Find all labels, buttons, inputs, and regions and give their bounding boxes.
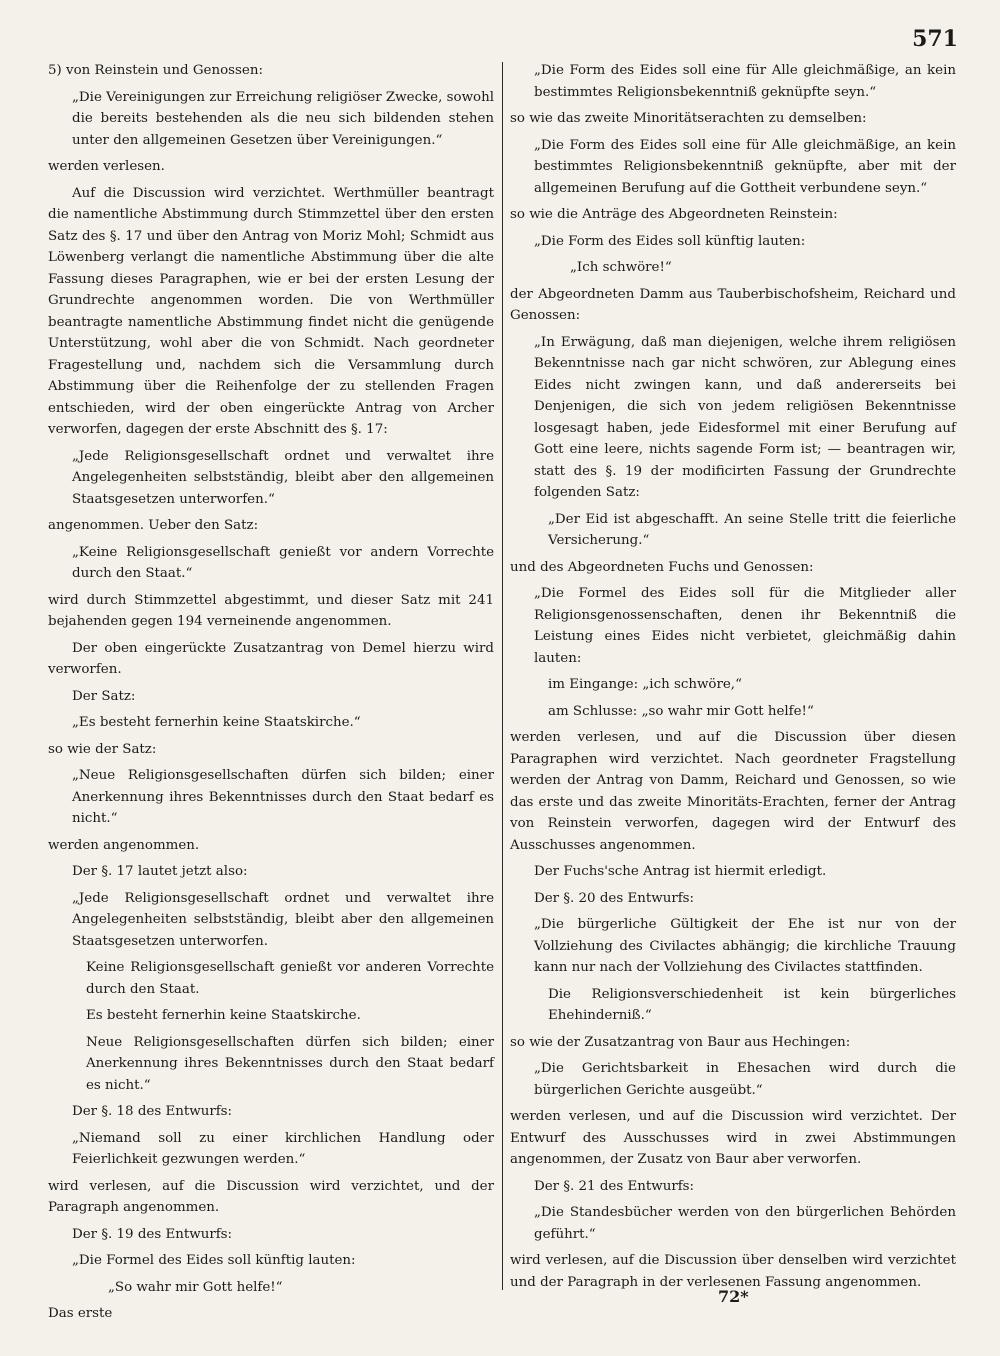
paragraph: so wie der Zusatzantrag von Baur aus Hechingen: [510, 1034, 851, 1050]
paragraph: und des Abgeordneten Fuchs und Genossen: [510, 559, 814, 575]
signature-mark: 72* [718, 1287, 749, 1306]
paragraph: werden angenommen. [48, 837, 200, 853]
paragraph: am Schlusse: „so wahr mir Gott helfe!“ [548, 703, 814, 719]
paragraph: „Die Vereinigungen zur Erreichung religiöser Zwecke, sowohl die bereits bestehenden als die neu sich bildenden stehen unter den allgemeinen Gesetzen über Vereinigungen.“ [72, 89, 494, 148]
paragraph: Das erste [48, 1306, 113, 1321]
column-divider [502, 62, 503, 1290]
paragraph: 5) von Reinstein und Genossen: [48, 63, 263, 78]
paragraph: „Die Gerichtsbarkeit in Ehesachen wird durch die bürgerlichen Gerichte ausgeübt.“ [534, 1061, 956, 1098]
page-number: 571 [912, 26, 958, 52]
paragraph: Die Religionsverschiedenheit ist kein bürgerliches Ehehinderniß.“ [548, 986, 956, 1023]
paragraph: so wie das zweite Minoritätserachten zu demselben: [510, 111, 867, 126]
paragraph: Der §. 20 des Entwurfs: [534, 890, 695, 906]
paragraph: Neue Religionsgesellschaften dürfen sich bilden; einer Anerkennung ihres Bekenntnisses durch den Staat bedarf es nicht.“ [86, 1034, 494, 1093]
paragraph: „Es besteht fernerhin keine Staatskirche.“ [72, 715, 361, 730]
paragraph: „Die Formel des Eides soll künftig lauten: [72, 1253, 356, 1268]
paragraph: „In Erwägung, daß man diejenigen, welche ihrem religiösen Bekenntnisse nach gar nicht schwören, zur Ablegung eines Eides nicht zwingen kann, und daß andererseits bei Denjenigen, die sich von jedem religiösen Bekenntnisse losgesagt haben, jede Eidesformel mit einer Berufung auf Gott eine leere, nichts sagende Form ist; — beantragen wir, statt des §. 19 der modificirten Fassung der Grundrechte folgenden Satz: [534, 334, 956, 500]
paragraph: „Jede Religionsgesellschaft ordnet und verwaltet ihre Angelegenheiten selbstständig, bleibt aber den allgemeinen Staatsgesetzen unterworfen. [72, 890, 494, 949]
paragraph: Der Satz: [72, 688, 136, 704]
paragraph: „Jede Religionsgesellschaft ordnet und verwaltet ihre Angelegenheiten selbstständig, bleibt aber den allgemeinen Staatsgesetzen unterworfen.“ [72, 448, 494, 507]
paragraph: Der Fuchs'sche Antrag ist hiermit erledigt. [534, 864, 827, 879]
right-column [510, 60, 956, 1298]
paragraph: wird verlesen, auf die Discussion wird verzichtet, und der Paragraph angenommen. [48, 1178, 494, 1215]
paragraph: Der §. 19 des Entwurfs: [72, 1226, 233, 1242]
paragraph: Auf die Discussion wird verzichtet. Werthmüller beantragt die namentliche Abstimmung durch Stimmzettel über den ersten Satz des §. 17 und über den Antrag von Moriz Mohl; Schmidt aus Löwenberg verlangt die namentliche Abstimmung über die alte Fassung dieses Paragraphen, wie er bei der ersten Lesung der Grundrechte angenommen worden. Die von Werthmüller beantragte namentliche Abstimmung findet nicht die genügende Unterstützung, wohl aber die von Schmidt. Nach geordneter Fragestellung und, nachdem sich die Versammlung durch Abstimmung über die Reihenfolge der zu stellenden Fragen entschieden, wird der oben eingerückte Antrag von Archer verworfen, dagegen der erste Abschnitt des §. 17: [48, 185, 494, 437]
paragraph: Der §. 21 des Entwurfs: [534, 1178, 695, 1194]
paragraph: werden verlesen, und auf die Discussion über diesen Paragraphen wird verzichtet. Nach geordneter Fragstellung werden der Antrag von Damm, Reichard und Genossen, so wie das erste und das zweite Minoritäts-Erachten, ferner der Antrag von Reinstein verworfen, dagegen wird der Entwurf des Ausschusses angenommen. [510, 730, 956, 853]
paragraph: „Die Formel des Eides soll für die Mitglieder aller Religionsgenossenschaften, denen ihr Bekenntniß die Leistung eines Eides nicht verbietet, gleichmäßig dahin lauten: [534, 586, 956, 666]
paragraph: der Abgeordneten Damm aus Tauberbischofsheim, Reichard und Genossen: [510, 286, 956, 323]
paragraph: im Eingange: „ich schwöre,“ [548, 677, 742, 692]
paragraph: „Keine Religionsgesellschaft genießt vor andern Vorrechte durch den Staat.“ [72, 544, 494, 581]
paragraph: angenommen. Ueber den Satz: [48, 518, 259, 533]
paragraph: „Die Standesbücher werden von den bürgerlichen Behörden geführt.“ [534, 1205, 956, 1242]
left-column [48, 60, 494, 1330]
paragraph: werden verlesen. [48, 159, 165, 174]
paragraph: „Ich schwöre!“ [570, 260, 672, 275]
paragraph: Der §. 18 des Entwurfs: [72, 1104, 233, 1119]
paragraph: „Die Form des Eides soll eine für Alle gleichmäßige, an kein bestimmtes Religionsbekenntniß geknüpfte seyn.“ [534, 63, 956, 100]
paragraph: wird verlesen, auf die Discussion über denselben wird verzichtet und der Paragraph in der verlesenen Fassung angenommen. [510, 1253, 956, 1290]
paragraph: „Die Form des Eides soll künftig lauten: [534, 233, 806, 249]
paragraph: werden verlesen, und auf die Discussion wird verzichtet. Der Entwurf des Ausschusses wird in zwei Abstimmungen angenommen, der Zusatz von Baur aber verworfen. [510, 1109, 956, 1167]
paragraph: so wie der Satz: [48, 741, 157, 757]
paragraph: „Neue Religionsgesellschaften dürfen sich bilden; einer Anerkennung ihres Bekenntnisses durch den Staat bedarf es nicht.“ [72, 768, 494, 826]
paragraph: Es besteht fernerhin keine Staatskirche. [86, 1008, 361, 1023]
paragraph: „Der Eid ist abgeschafft. An seine Stelle tritt die feierliche Versicherung.“ [548, 511, 956, 548]
paragraph: „So wahr mir Gott helfe!“ [108, 1279, 283, 1295]
paragraph: wird durch Stimmzettel abgestimmt, und dieser Satz mit 241 bejahenden gegen 194 verneinende angenommen. [48, 592, 494, 629]
paragraph: Der oben eingerückte Zusatzantrag von Demel hierzu wird verworfen. [48, 640, 494, 677]
paragraph: „Die Form des Eides soll eine für Alle gleichmäßige, an kein bestimmtes Religionsbekenntniß geknüpfte, aber mit der allgemeinen Berufung auf die Gottheit verbundene seyn.“ [534, 137, 956, 196]
paragraph: „Die bürgerliche Gültigkeit der Ehe ist nur von der Vollziehung des Civilactes abhängig; die kirchliche Trauung kann nur nach der Vollziehung des Civilactes stattfinden. [534, 917, 956, 975]
paragraph: „Niemand soll zu einer kirchlichen Handlung oder Feierlichkeit gezwungen werden.“ [72, 1130, 494, 1167]
paragraph: Keine Religionsgesellschaft genießt vor anderen Vorrechte durch den Staat. [86, 960, 494, 997]
paragraph: Der §. 17 lautet jetzt also: [72, 864, 248, 879]
paragraph: so wie die Anträge des Abgeordneten Reinstein: [510, 207, 838, 222]
